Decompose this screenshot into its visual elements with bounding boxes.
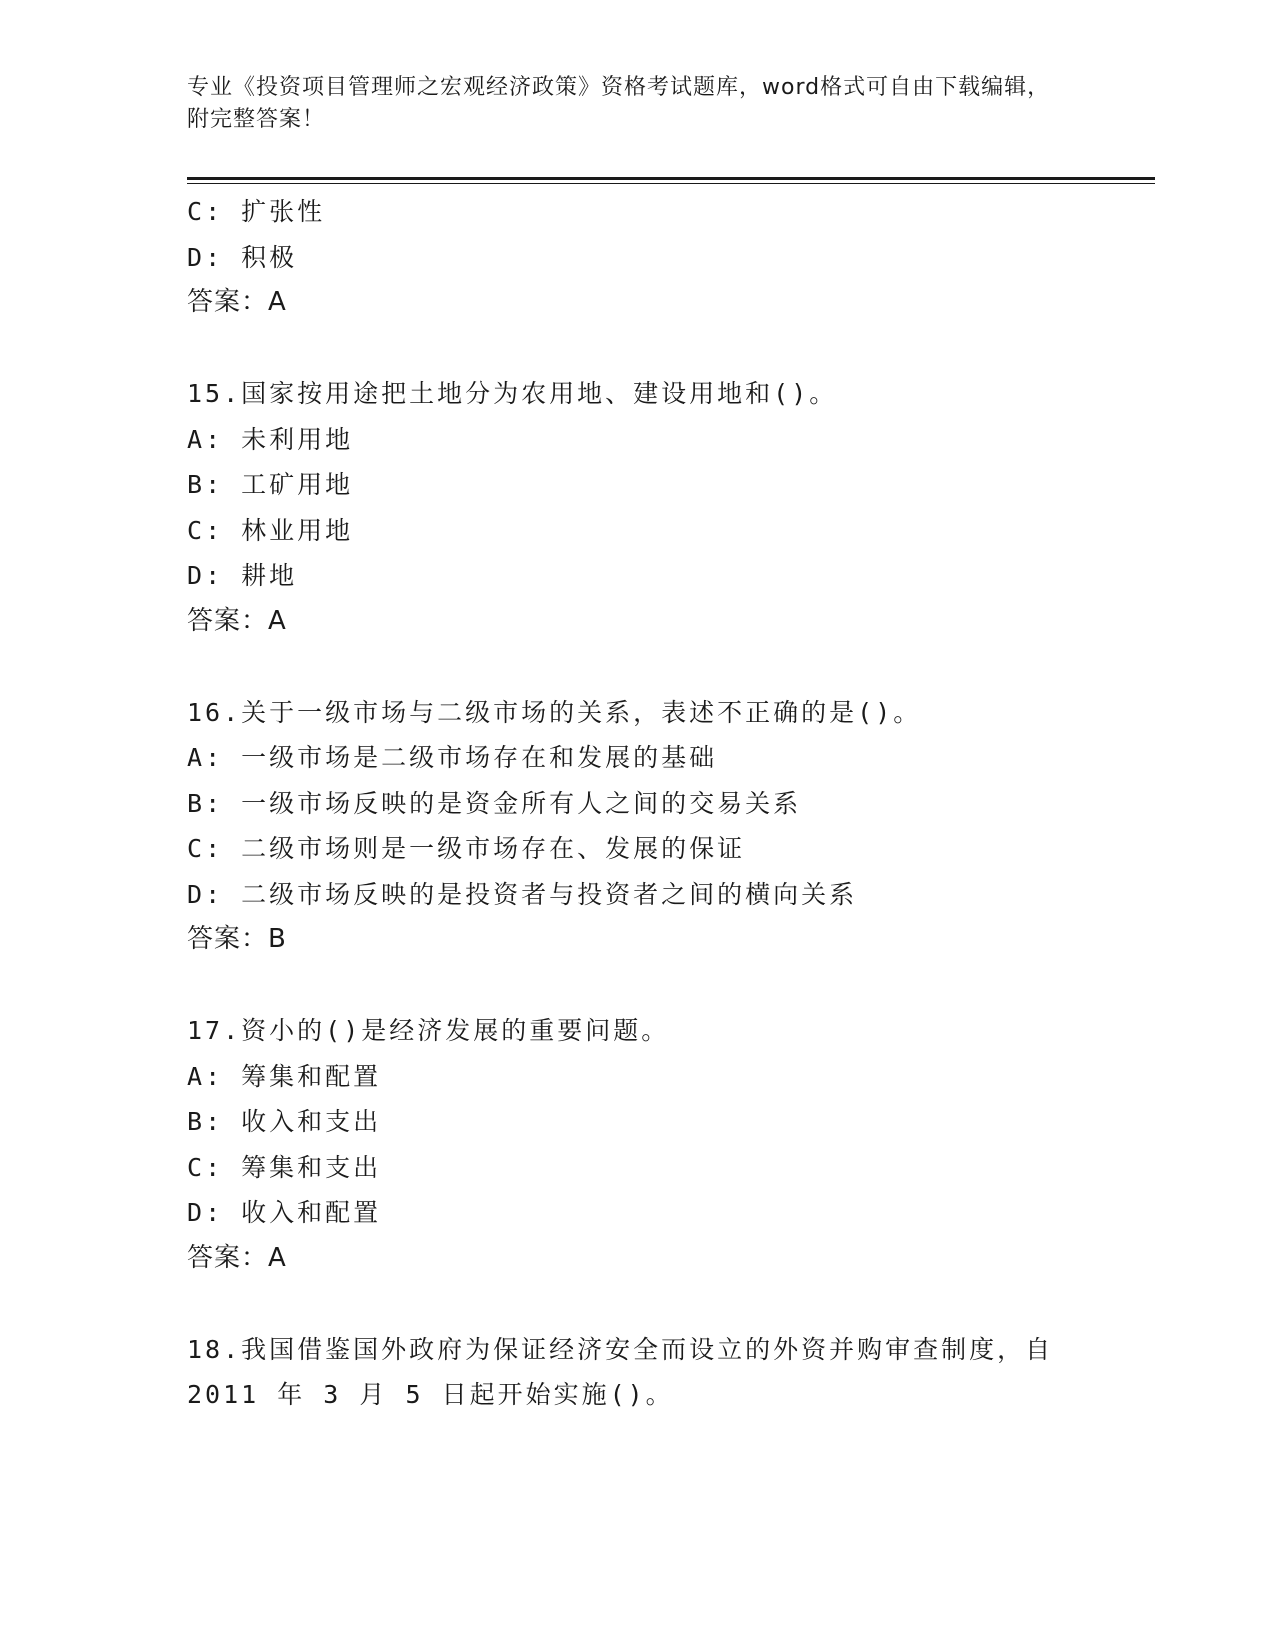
- header-divider-thin: [187, 183, 1155, 184]
- question-17: 17.资小的()是经济发展的重要问题。: [187, 1016, 670, 1045]
- option-a: A: 未利用地: [187, 424, 354, 454]
- option-c: C: 林业用地: [187, 515, 354, 545]
- option-a: A: 筹集和配置: [187, 1061, 382, 1091]
- question-18-continued: 2011 年 3 月 5 日起开始实施()。: [187, 1380, 674, 1409]
- question-18: 18.我国借鉴国外政府为保证经济安全而设立的外资并购审查制度，自: [187, 1334, 1054, 1364]
- option-d: D: 收入和配置: [187, 1198, 382, 1227]
- header-divider-thick: [187, 177, 1155, 180]
- option-c: C: 扩张性: [187, 197, 326, 226]
- option-a: A: 一级市场是二级市场存在和发展的基础: [187, 743, 718, 772]
- answer-line: 答案：A: [187, 605, 287, 636]
- option-d: D: 积极: [187, 242, 298, 272]
- answer-line: 答案：A: [187, 1242, 287, 1273]
- option-d: D: 耕地: [187, 561, 298, 590]
- answer-line: 答案：B: [187, 924, 287, 954]
- option-b: B: 一级市场反映的是资金所有人之间的交易关系: [187, 788, 802, 818]
- answer-line: 答案：A: [187, 287, 287, 317]
- document-header: 专业《投资项目管理师之宏观经济政策》资格考试题库，word格式可自由下载编辑，附完整答案！: [187, 75, 1051, 132]
- option-c: C: 二级市场则是一级市场存在、发展的保证: [187, 834, 746, 863]
- option-b: B: 工矿用地: [187, 470, 354, 499]
- option-c: C: 筹集和支出: [187, 1152, 382, 1182]
- question-16: 16.关于一级市场与二级市场的关系，表述不正确的是()。: [187, 697, 922, 727]
- question-content: [187, 189, 1087, 1418]
- question-15: 15.国家按用途把土地分为农用地、建设用地和()。: [187, 379, 838, 408]
- option-b: B: 收入和支出: [187, 1107, 382, 1136]
- option-d: D: 二级市场反映的是投资者与投资者之间的横向关系: [187, 879, 858, 909]
